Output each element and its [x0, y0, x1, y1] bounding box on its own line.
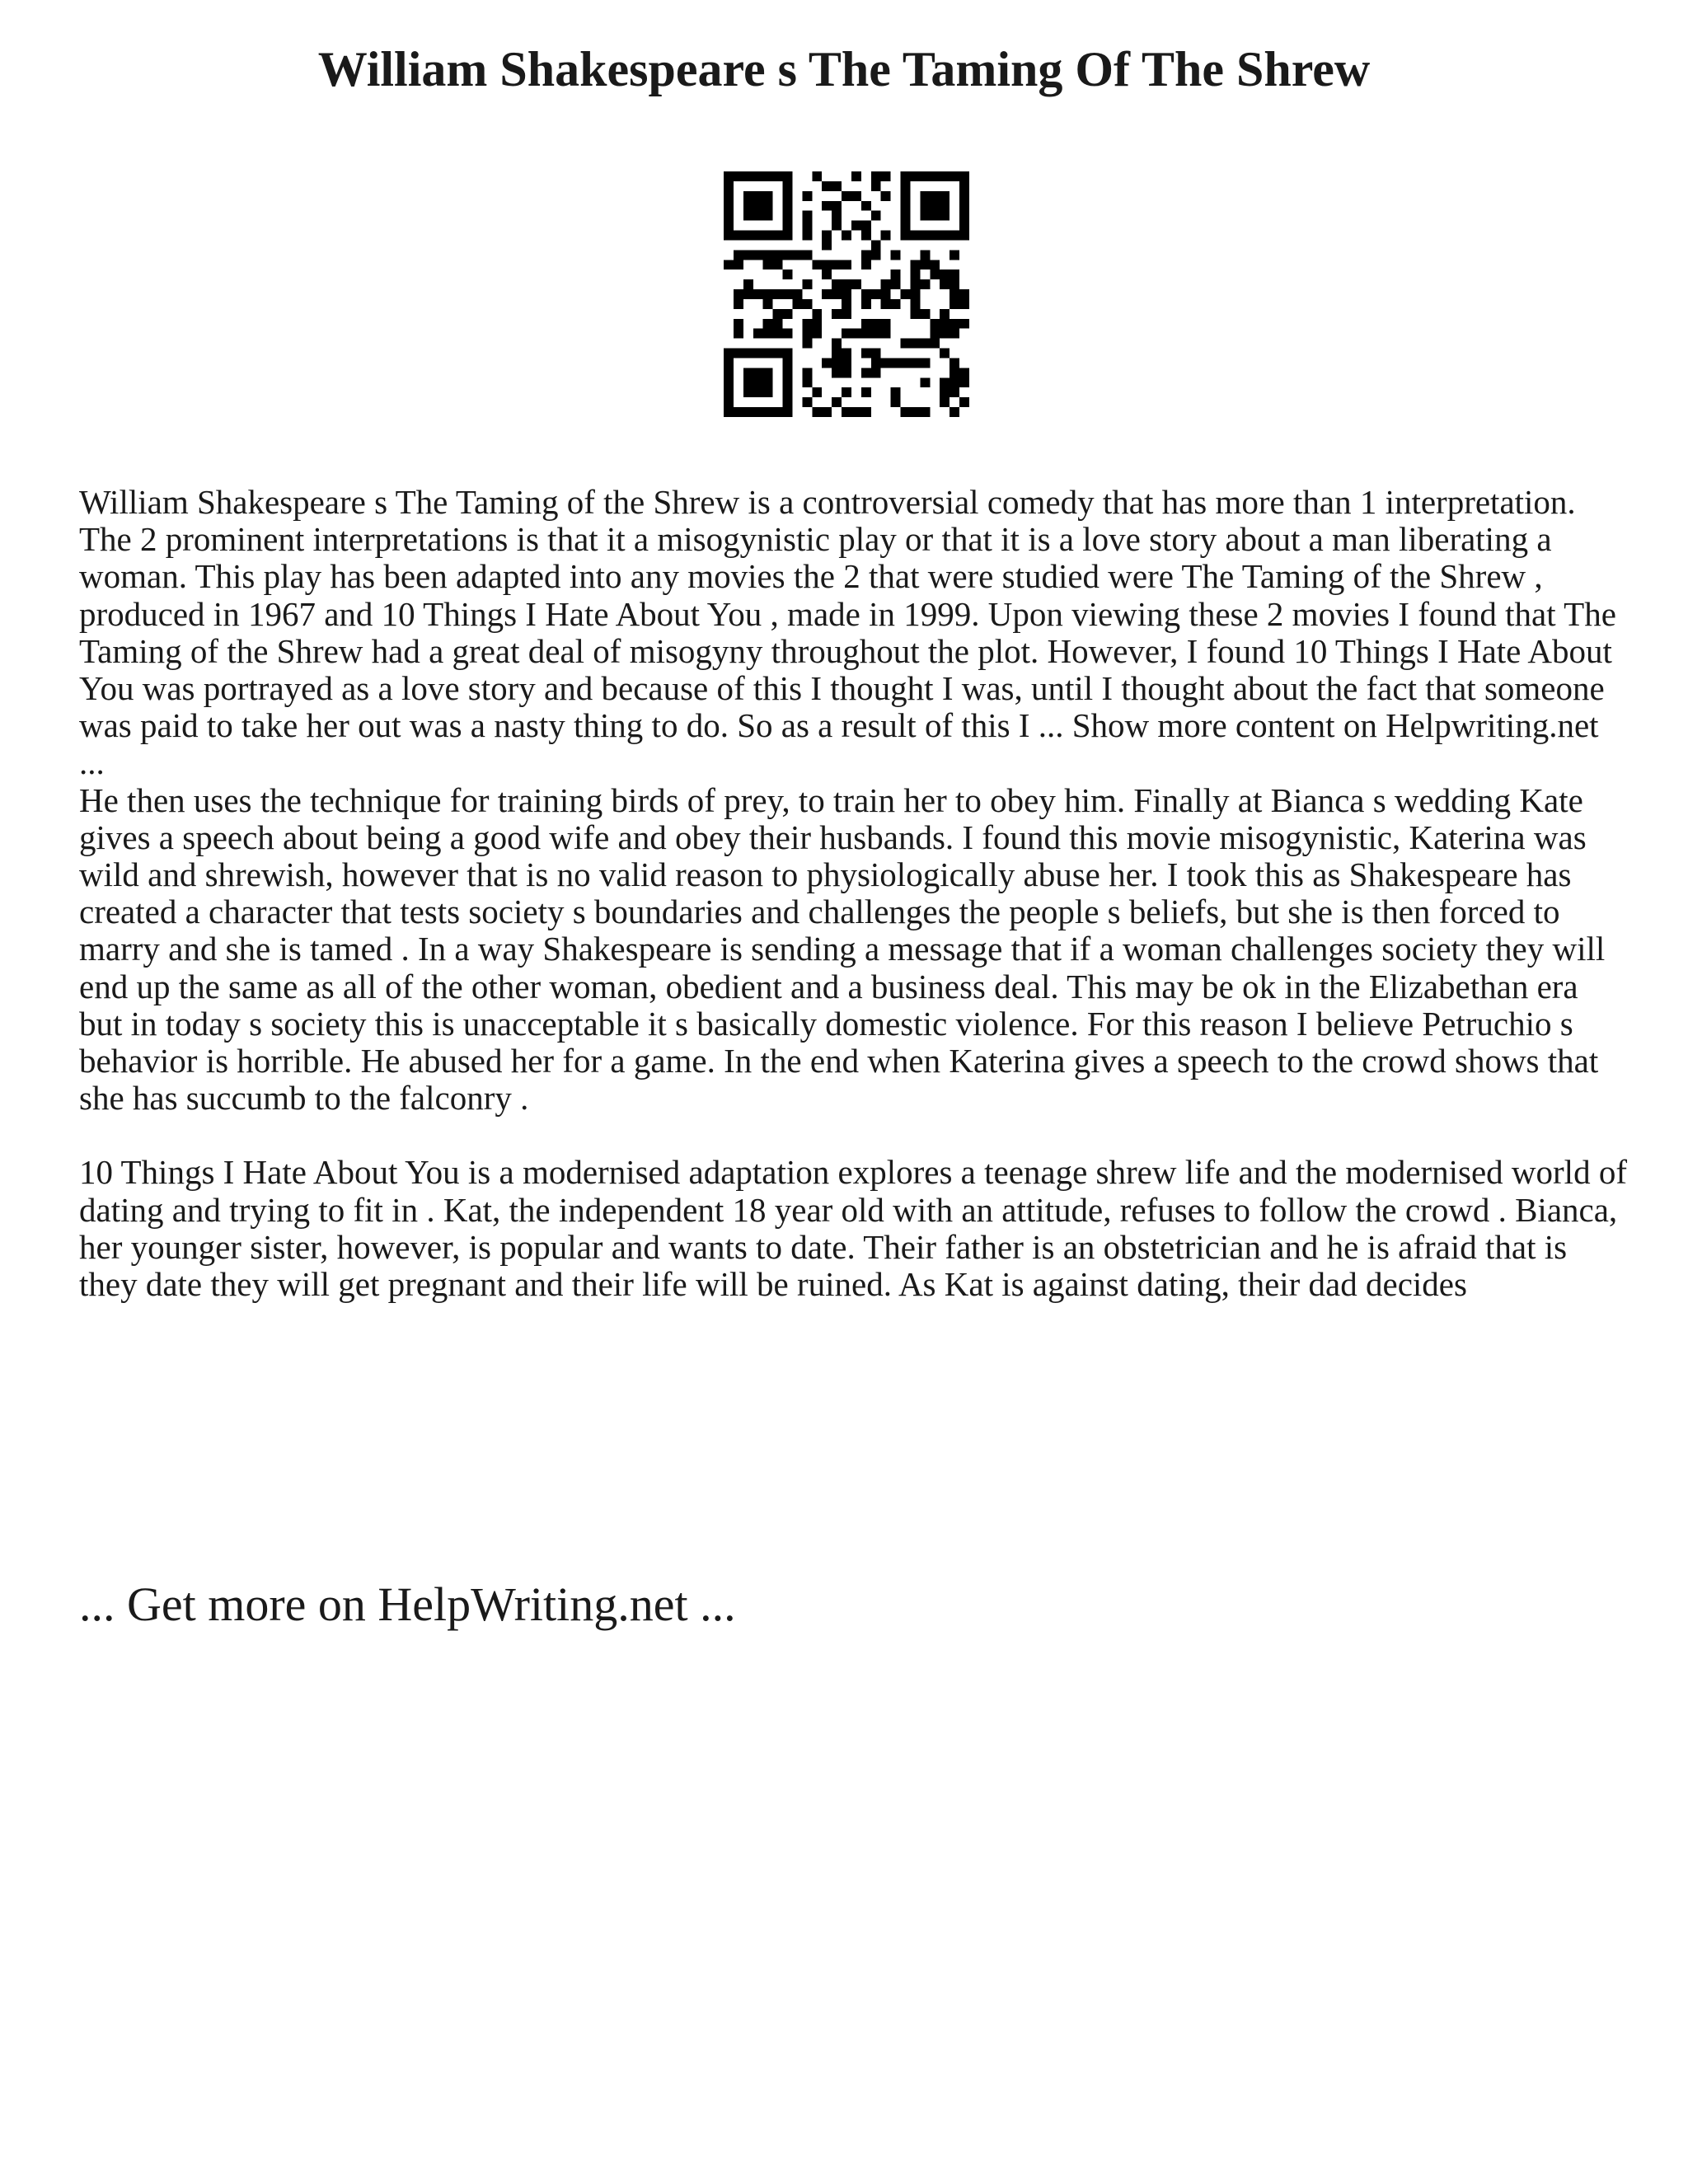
- qr-module: [822, 289, 832, 299]
- qr-module: [920, 339, 930, 349]
- qr-module: [743, 171, 753, 181]
- qr-module: [783, 181, 793, 191]
- qr-module: [783, 201, 793, 211]
- qr-module: [802, 250, 812, 260]
- qr-module: [910, 339, 920, 349]
- qr-module: [851, 329, 861, 339]
- qr-module: [861, 250, 871, 260]
- qr-module: [832, 397, 842, 407]
- qr-module: [753, 329, 763, 339]
- qr-module: [930, 269, 940, 279]
- qr-module: [881, 231, 891, 241]
- qr-module: [842, 260, 851, 269]
- qr-module: [901, 358, 911, 368]
- qr-module: [881, 329, 891, 339]
- qr-module: [910, 171, 920, 181]
- qr-module: [881, 319, 891, 329]
- qr-module: [822, 407, 832, 417]
- qr-module: [753, 201, 763, 211]
- qr-module: [724, 377, 734, 387]
- qr-module: [891, 387, 901, 397]
- qr-module: [842, 309, 851, 319]
- qr-module: [753, 368, 763, 377]
- qr-module: [792, 299, 802, 309]
- qr-module: [773, 250, 783, 260]
- qr-module: [783, 387, 793, 397]
- qr-module: [773, 407, 783, 417]
- qr-module: [743, 201, 753, 211]
- qr-module: [724, 171, 734, 181]
- qr-module: [812, 387, 822, 397]
- qr-module: [753, 231, 763, 241]
- qr-module: [901, 201, 911, 211]
- qr-module: [842, 387, 851, 397]
- qr-module: [861, 260, 871, 269]
- qr-module: [802, 221, 812, 231]
- article-body: [79, 484, 1629, 1303]
- qr-module: [743, 368, 753, 377]
- qr-module: [792, 289, 802, 299]
- qr-module: [959, 231, 969, 241]
- qr-module: [724, 181, 734, 191]
- qr-module: [773, 260, 783, 269]
- qr-module: [842, 231, 851, 241]
- paragraph-ten-things: 10 Things I Hate About You is a modernised adaptation explores a teenage shrew life and the modernised world of dating and trying to fit in . Kat, the independent 18 year old with an attitude, refuses to follow the crowd . Bianca, her younger sister, however, is popular and wants to date. Their father is an obstetrician and he is afraid that is they date they will get pregnant and their life will be ruined. As Kat is against dating, their dad decides: [79, 1153, 1627, 1304]
- qr-module: [832, 260, 842, 269]
- qr-module: [861, 289, 871, 299]
- qr-module: [959, 289, 969, 299]
- qr-module: [920, 171, 930, 181]
- qr-module: [812, 319, 822, 329]
- qr-module: [920, 260, 930, 269]
- qr-module: [724, 358, 734, 368]
- qr-module: [753, 289, 763, 299]
- qr-module: [753, 211, 763, 221]
- qr-module: [802, 299, 812, 309]
- qr-module: [802, 377, 812, 387]
- qr-module: [910, 269, 920, 279]
- qr-module: [861, 221, 871, 231]
- qr-module: [753, 250, 763, 260]
- qr-module: [930, 211, 940, 221]
- qr-module: [822, 358, 832, 368]
- qr-module: [920, 309, 930, 319]
- qr-module: [901, 231, 911, 241]
- qr-module: [812, 260, 822, 269]
- qr-module: [940, 387, 950, 397]
- qr-module: [832, 309, 842, 319]
- qr-module: [930, 231, 940, 241]
- qr-module: [959, 319, 969, 329]
- qr-module: [822, 269, 832, 279]
- qr-module: [950, 289, 959, 299]
- qr-module: [773, 329, 783, 339]
- qr-module: [901, 211, 911, 221]
- qr-module: [881, 191, 891, 201]
- page-title: William Shakespeare s The Taming Of The Shrew: [317, 42, 1371, 96]
- qr-module: [871, 319, 881, 329]
- qr-module: [822, 231, 832, 241]
- qr-module: [763, 299, 773, 309]
- qr-module: [832, 201, 842, 211]
- qr-module: [881, 299, 891, 309]
- qr-module: [959, 377, 969, 387]
- qr-module: [940, 349, 950, 359]
- qr-module: [802, 329, 812, 339]
- qr-module: [734, 289, 743, 299]
- qr-module: [832, 349, 842, 359]
- qr-module: [763, 171, 773, 181]
- qr-module: [763, 201, 773, 211]
- qr-module: [773, 289, 783, 299]
- qr-module: [783, 171, 793, 181]
- qr-module: [832, 358, 842, 368]
- qr-module: [920, 191, 930, 201]
- qr-module: [743, 377, 753, 387]
- qr-module: [871, 358, 881, 368]
- qr-module: [930, 260, 940, 269]
- qr-module: [773, 171, 783, 181]
- qr-module: [910, 289, 920, 299]
- qr-module: [950, 250, 959, 260]
- qr-module: [891, 397, 901, 407]
- qr-module: [842, 358, 851, 368]
- qr-module: [959, 299, 969, 309]
- qr-module: [959, 221, 969, 231]
- qr-module: [950, 299, 959, 309]
- qr-module: [734, 299, 743, 309]
- qr-module: [881, 289, 891, 299]
- qr-module: [822, 181, 832, 191]
- qr-module: [940, 279, 950, 289]
- qr-module: [724, 191, 734, 201]
- qr-module: [802, 231, 812, 241]
- qr-module: [802, 397, 812, 407]
- qr-module: [871, 240, 881, 250]
- qr-module: [950, 377, 959, 387]
- qr-module: [763, 289, 773, 299]
- qr-module: [802, 339, 812, 349]
- qr-module: [940, 211, 950, 221]
- qr-module: [842, 289, 851, 299]
- qr-module: [940, 191, 950, 201]
- qr-module: [910, 260, 920, 269]
- qr-module: [959, 368, 969, 377]
- qr-module: [783, 368, 793, 377]
- qr-module: [724, 387, 734, 397]
- qr-module: [910, 309, 920, 319]
- qr-module: [881, 171, 891, 181]
- qr-module: [940, 329, 950, 339]
- qr-module: [891, 358, 901, 368]
- qr-module: [743, 250, 753, 260]
- qr-module: [910, 279, 920, 289]
- qr-module: [783, 250, 793, 260]
- qr-module: [959, 181, 969, 191]
- qr-module: [832, 181, 842, 191]
- qr-module: [861, 231, 871, 241]
- qr-module: [871, 250, 881, 260]
- qr-module: [734, 329, 743, 339]
- qr-module: [724, 211, 734, 221]
- qr-module: [763, 407, 773, 417]
- qr-module: [861, 201, 871, 211]
- qr-module: [802, 319, 812, 329]
- qr-module: [832, 289, 842, 299]
- qr-module: [822, 260, 832, 269]
- qr-module: [734, 407, 743, 417]
- qr-module: [959, 171, 969, 181]
- qr-module: [842, 191, 851, 201]
- qr-module: [959, 201, 969, 211]
- qr-module: [940, 377, 950, 387]
- qr-module: [920, 358, 930, 368]
- qr-module: [802, 211, 812, 221]
- qr-module: [930, 319, 940, 329]
- qr-module: [763, 368, 773, 377]
- qr-code: [724, 171, 969, 417]
- paragraph-gap: [79, 1117, 1629, 1154]
- qr-module: [802, 279, 812, 289]
- get-more-link[interactable]: ... Get more on HelpWriting.net ...: [79, 1577, 736, 1631]
- qr-module: [783, 349, 793, 359]
- qr-module: [734, 250, 743, 260]
- qr-module: [832, 221, 842, 231]
- qr-module: [871, 349, 881, 359]
- qr-module: [763, 319, 773, 329]
- qr-module: [901, 289, 911, 299]
- qr-module: [940, 397, 950, 407]
- qr-module: [734, 171, 743, 181]
- qr-module: [743, 279, 753, 289]
- qr-module: [891, 250, 901, 260]
- qr-module: [950, 319, 959, 329]
- qr-module: [959, 397, 969, 407]
- qr-module: [812, 171, 822, 181]
- qr-module: [724, 368, 734, 377]
- qr-module: [822, 240, 832, 250]
- qr-module: [910, 299, 920, 309]
- qr-module: [910, 407, 920, 417]
- qr-module: [910, 358, 920, 368]
- qr-module: [871, 181, 881, 191]
- qr-module: [812, 407, 822, 417]
- qr-module: [920, 407, 930, 417]
- qr-module: [743, 289, 753, 299]
- qr-module: [783, 377, 793, 387]
- qr-module: [901, 339, 911, 349]
- qr-module: [930, 191, 940, 201]
- qr-module: [950, 329, 959, 339]
- qr-module: [910, 231, 920, 241]
- qr-module: [881, 358, 891, 368]
- qr-module: [763, 211, 773, 221]
- paragraph-intro: William Shakespeare s The Taming of the Shrew is a controversial comedy that has more than 1 interpretation. The 2 prominent interpretations is that it a misogynistic play or that it is a love story about a man liberating a woman. This play has been adapted into any movies the 2 that were studied were The Taming of the Shrew , produced in 1967 and 10 Things I Hate About You , made in 1999. Upon viewing these 2 movies I found that The Taming of the Shrew had a great deal of misogyny throughout the plot. However, I found 10 Things I Hate About You was portrayed as a love story and because of this I thought I was, until I thought about the fact that someone was paid to take her out was a nasty thing to do. So as a result of this I ... Show more content on Helpwriting.net ...: [79, 483, 1616, 782]
- qr-module: [812, 329, 822, 339]
- qr-module: [950, 387, 959, 397]
- qr-module: [753, 349, 763, 359]
- qr-module: [734, 231, 743, 241]
- qr-module: [832, 368, 842, 377]
- qr-module: [724, 349, 734, 359]
- qr-module: [861, 299, 871, 309]
- qr-module: [901, 191, 911, 201]
- qr-module: [930, 329, 940, 339]
- qr-module: [783, 191, 793, 201]
- qr-module: [763, 387, 773, 397]
- qr-module: [734, 349, 743, 359]
- qr-module: [724, 260, 734, 269]
- qr-module: [783, 269, 793, 279]
- qr-module: [920, 211, 930, 221]
- qr-module: [743, 349, 753, 359]
- qr-module: [861, 387, 871, 397]
- qr-module: [920, 201, 930, 211]
- qr-module: [753, 407, 763, 417]
- qr-module: [763, 349, 773, 359]
- qr-module: [920, 279, 930, 289]
- qr-module: [743, 387, 753, 397]
- qr-module: [783, 231, 793, 241]
- qr-code-icon: [724, 171, 969, 417]
- qr-module: [763, 191, 773, 201]
- qr-module: [891, 269, 901, 279]
- qr-module: [871, 289, 881, 299]
- qr-module: [773, 309, 783, 319]
- qr-module: [851, 171, 861, 181]
- qr-module: [950, 279, 959, 289]
- qr-module: [763, 250, 773, 260]
- qr-module: [783, 358, 793, 368]
- qr-module: [940, 269, 950, 279]
- qr-module: [940, 319, 950, 329]
- qr-module: [753, 377, 763, 387]
- qr-module: [802, 368, 812, 377]
- qr-module: [959, 191, 969, 201]
- qr-module: [842, 299, 851, 309]
- qr-module: [792, 250, 802, 260]
- qr-module: [743, 231, 753, 241]
- qr-module: [802, 191, 812, 201]
- qr-module: [832, 339, 842, 349]
- qr-module: [861, 368, 871, 377]
- qr-module: [861, 329, 871, 339]
- qr-module: [851, 279, 861, 289]
- qr-module: [724, 201, 734, 211]
- qr-module: [743, 211, 753, 221]
- qr-module: [783, 289, 793, 299]
- qr-module: [842, 407, 851, 417]
- qr-module: [940, 201, 950, 211]
- qr-module: [783, 309, 793, 319]
- qr-module: [851, 191, 861, 201]
- qr-module: [773, 319, 783, 329]
- qr-module: [724, 231, 734, 241]
- qr-module: [763, 260, 773, 269]
- qr-module: [930, 339, 940, 349]
- qr-module: [950, 171, 959, 181]
- qr-module: [861, 349, 871, 359]
- qr-module: [763, 329, 773, 339]
- qr-module: [773, 231, 783, 241]
- qr-module: [930, 201, 940, 211]
- qr-module: [901, 181, 911, 191]
- qr-module: [920, 231, 930, 241]
- qr-module: [950, 358, 959, 368]
- qr-module: [832, 279, 842, 289]
- qr-module: [783, 397, 793, 407]
- qr-module: [950, 368, 959, 377]
- qr-module: [753, 171, 763, 181]
- qr-module: [753, 191, 763, 201]
- qr-module: [940, 231, 950, 241]
- qr-module: [881, 279, 891, 289]
- paragraph-shrew-movie: He then uses the technique for training birds of prey, to train her to obey him. Finally at Bianca s wedding Kate gives a speech about being a good wife and obey their husbands. I found this movie misogynistic, Katerina was wild and shrewish, however that is no valid reason to physiologically abuse her. I took this as Shakespeare has created a character that tests society s boundaries and challenges the people s beliefs, but she is then forced to marry and she is tamed . In a way Shakespeare is sending a message that if a woman challenges society they will end up the same as all of the other woman, obedient and a business deal. This may be ok in the Elizabethan era but in today s society this is unacceptable it s basically domestic violence. For this reason I believe Petruchio s behavior is horrible. He abused her for a game. In the end when Katerina gives a speech to the crowd shows that she has succumb to the falconry .: [79, 780, 1606, 1118]
- qr-module: [891, 279, 901, 289]
- qr-module: [940, 309, 950, 319]
- qr-module: [724, 397, 734, 407]
- qr-module: [851, 407, 861, 417]
- qr-module: [950, 407, 959, 417]
- qr-module: [842, 279, 851, 289]
- qr-module: [861, 407, 871, 417]
- qr-module: [734, 260, 743, 269]
- qr-module: [743, 407, 753, 417]
- qr-module: [734, 319, 743, 329]
- qr-module: [920, 377, 930, 387]
- qr-module: [743, 191, 753, 201]
- qr-module: [812, 309, 822, 319]
- qr-module: [861, 319, 871, 329]
- qr-module: [901, 171, 911, 181]
- qr-module: [851, 221, 861, 231]
- qr-module: [842, 349, 851, 359]
- qr-module: [842, 329, 851, 339]
- qr-module: [783, 407, 793, 417]
- qr-module: [753, 387, 763, 397]
- qr-module: [891, 299, 901, 309]
- qr-module: [871, 329, 881, 339]
- qr-module: [763, 377, 773, 387]
- qr-module: [950, 231, 959, 241]
- qr-module: [930, 171, 940, 181]
- qr-module: [783, 211, 793, 221]
- qr-module: [871, 171, 881, 181]
- qr-module: [871, 368, 881, 377]
- qr-module: [783, 329, 793, 339]
- qr-module: [901, 221, 911, 231]
- qr-module: [783, 221, 793, 231]
- qr-module: [959, 211, 969, 221]
- qr-module: [724, 221, 734, 231]
- qr-module: [871, 211, 881, 221]
- qr-module: [773, 349, 783, 359]
- qr-module: [940, 171, 950, 181]
- qr-module: [842, 368, 851, 377]
- qr-module: [724, 407, 734, 417]
- qr-module: [901, 407, 911, 417]
- qr-module: [832, 211, 842, 221]
- qr-module: [763, 231, 773, 241]
- qr-module: [822, 201, 832, 211]
- qr-module: [920, 250, 930, 260]
- qr-module: [950, 269, 959, 279]
